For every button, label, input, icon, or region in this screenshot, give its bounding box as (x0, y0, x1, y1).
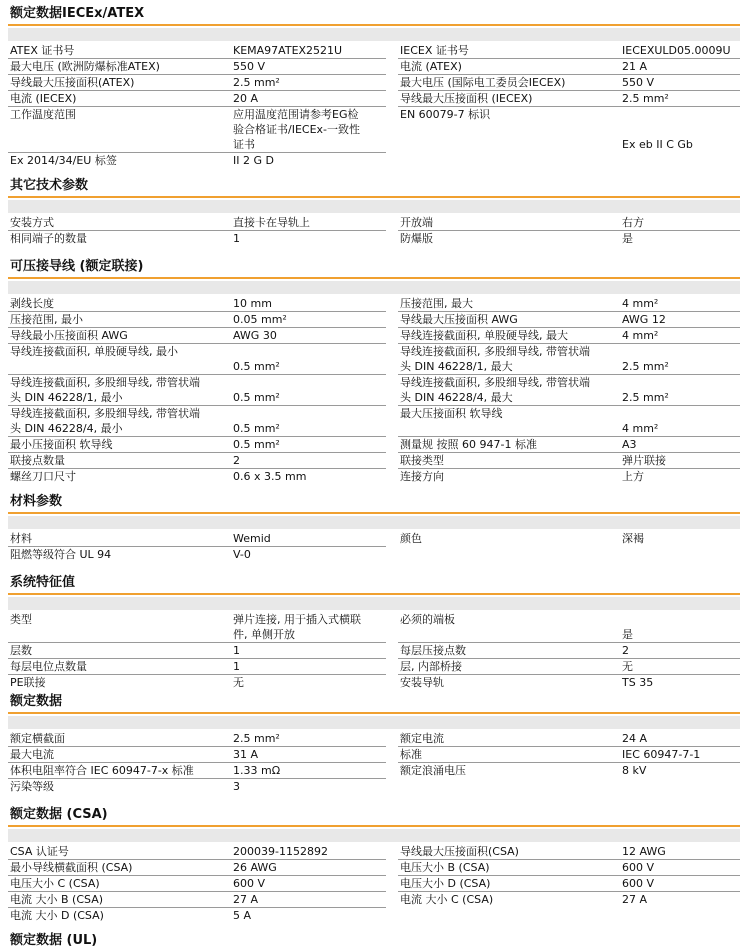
spec-value: 2 (622, 644, 629, 657)
spec-label: 标准 (400, 748, 422, 761)
spec-label: 最小导线横截面积 (CSA) (10, 861, 133, 874)
spec-value: 5 A (233, 909, 252, 922)
spec-value: 12 AWG (622, 845, 666, 858)
spec-value: Ex eb II C Gb (622, 138, 693, 151)
section-divider (8, 825, 740, 827)
spec-label: 电流 大小 D (CSA) (10, 909, 104, 922)
spec-label: PE联接 (10, 676, 46, 689)
spec-value: 1 (233, 660, 240, 673)
spec-value: 0.5 mm² (233, 422, 280, 435)
spec-value: 0.5 mm² (233, 360, 280, 373)
spec-label: ATEX 证书号 (10, 44, 75, 57)
spec-value: 4 mm² (622, 422, 659, 435)
spec-value: 2.5 mm² (622, 391, 669, 404)
section-divider (8, 24, 740, 26)
spec-value: 弹片连接, 用于插入式横联 件, 单侧开放 (233, 613, 361, 641)
spec-label: 安装方式 (10, 216, 54, 229)
spec-value: AWG 30 (233, 329, 277, 342)
section-title: 额定数据IECEx/ATEX (10, 6, 145, 21)
spec-label: EN 60079-7 标识 (400, 108, 491, 121)
spec-value: 10 mm (233, 297, 272, 310)
spec-label: Ex 2014/34/EU 标签 (10, 154, 117, 167)
section-header-band (8, 597, 740, 610)
spec-label: 层数 (10, 644, 32, 657)
spec-label: 最小压接面积 软导线 (10, 438, 113, 451)
spec-label: 额定浪涌电压 (400, 764, 466, 777)
spec-value: 弹片联接 (622, 454, 666, 467)
spec-value: 31 A (233, 748, 259, 761)
spec-label: 压接范围, 最小 (10, 313, 83, 326)
spec-label: 导线连接截面积, 多股细导线, 带管状端 头 DIN 46228/4, 最大 (400, 376, 590, 404)
spec-value: 4 mm² (622, 329, 659, 342)
spec-value: 21 A (622, 60, 648, 73)
spec-label: 最大电压 (欧洲防爆标准ATEX) (10, 60, 160, 73)
spec-value: A3 (622, 438, 637, 451)
spec-value: 是 (622, 628, 633, 641)
spec-value: II 2 G D (233, 154, 274, 167)
spec-value: 600 V (622, 877, 655, 890)
spec-value: 3 (233, 780, 240, 793)
spec-label: 必须的端板 (400, 613, 455, 626)
spec-label: 安装导轨 (400, 676, 444, 689)
section-title: 额定数据 (10, 694, 63, 709)
spec-label: 工作温度范围 (10, 108, 76, 121)
section-header-band (8, 716, 740, 729)
section-title: 其它技术参数 (10, 178, 89, 193)
spec-label: 导线最大压接面积(CSA) (400, 845, 519, 858)
section-header-band (8, 281, 740, 294)
section-header-band (8, 829, 740, 842)
spec-label: 电压大小 B (CSA) (400, 861, 490, 874)
spec-value: 1 (233, 644, 240, 657)
spec-value: 20 A (233, 92, 259, 105)
spec-label: 剥线长度 (10, 297, 54, 310)
section-title: 材料参数 (10, 494, 63, 509)
spec-value: 24 A (622, 732, 648, 745)
spec-label: 开放端 (400, 216, 433, 229)
spec-label: 最大电流 (10, 748, 54, 761)
spec-value: 26 AWG (233, 861, 277, 874)
section-divider (8, 712, 740, 714)
spec-label: 联接点数量 (10, 454, 65, 467)
spec-value: 上方 (622, 470, 644, 483)
spec-label: 电流 (ATEX) (400, 60, 462, 73)
spec-value: 直接卡在导轨上 (233, 216, 310, 229)
spec-label: IECEX 证书号 (400, 44, 469, 57)
spec-label: 阻燃等级符合 UL 94 (10, 548, 112, 561)
spec-value: 0.5 mm² (233, 438, 280, 451)
section-title: 系统特征值 (10, 575, 76, 590)
spec-label: 类型 (10, 613, 32, 626)
section-title: 额定数据 (CSA) (10, 807, 108, 822)
spec-value: 1 (233, 232, 240, 245)
spec-value: 8 kV (622, 764, 647, 777)
spec-value: IECEXULD05.0009U (622, 44, 731, 57)
spec-label: 颜色 (400, 532, 422, 545)
spec-value: 0.05 mm² (233, 313, 287, 326)
spec-value: 27 A (622, 893, 648, 906)
spec-label: 螺丝刀口尺寸 (10, 470, 76, 483)
spec-label: 电流 (IECEX) (10, 92, 77, 105)
section-divider (8, 593, 740, 595)
spec-value: Wemid (233, 532, 271, 545)
spec-value: 200039-1152892 (233, 845, 328, 858)
spec-value: 2.5 mm² (233, 732, 280, 745)
spec-value: KEMA97ATEX2521U (233, 44, 343, 57)
spec-value: 深褐 (622, 532, 644, 545)
spec-label: 导线连接截面积, 多股细导线, 带管状端 头 DIN 46228/1, 最大 (400, 345, 590, 373)
spec-value: TS 35 (622, 676, 654, 689)
spec-label: 导线最大压接面积 AWG (400, 313, 518, 326)
spec-label: 导线最大压接面积 (IECEX) (400, 92, 533, 105)
spec-label: 最大电压 (国际电工委员会IECEX) (400, 76, 566, 89)
spec-value: 无 (622, 660, 633, 673)
spec-value: 2.5 mm² (622, 360, 669, 373)
spec-value: 550 V (622, 76, 655, 89)
spec-label: 电流 大小 C (CSA) (400, 893, 494, 906)
spec-label: 额定电流 (400, 732, 444, 745)
spec-label: 测量规 按照 60 947-1 标准 (400, 438, 537, 451)
section-divider (8, 512, 740, 514)
section-title: 可压接导线 (额定联接) (10, 259, 144, 274)
spec-value: 0.6 x 3.5 mm (233, 470, 307, 483)
spec-value: 无 (233, 676, 244, 689)
spec-label: 联接类型 (400, 454, 444, 467)
spec-value: IEC 60947-7-1 (622, 748, 701, 761)
spec-value: 2.5 mm² (622, 92, 669, 105)
section-divider (8, 196, 740, 198)
spec-value: 右方 (622, 216, 644, 229)
spec-value: 2 (233, 454, 240, 467)
spec-label: 污染等级 (10, 780, 54, 793)
spec-value: 600 V (622, 861, 655, 874)
section-header-band (8, 516, 740, 529)
spec-label: CSA 认证号 (10, 845, 69, 858)
spec-label: 电流 大小 B (CSA) (10, 893, 104, 906)
spec-label: 连接方向 (400, 470, 444, 483)
spec-label: 每层压接点数 (400, 644, 466, 657)
spec-value: 应用温度范围请参考EG检 验合格证书/IECEx-一致性 证书 (233, 108, 361, 151)
spec-value: 1.33 mΩ (233, 764, 281, 777)
spec-value: V-0 (233, 548, 251, 561)
spec-value: 27 A (233, 893, 259, 906)
spec-label: 相同端子的数量 (10, 232, 87, 245)
spec-label: 层, 内部桥接 (400, 660, 462, 673)
spec-value: 是 (622, 232, 633, 245)
spec-label: 导线连接截面积, 多股细导线, 带管状端 头 DIN 46228/1, 最小 (10, 376, 200, 404)
spec-label: 体积电阻率符合 IEC 60947-7-x 标准 (10, 764, 194, 777)
spec-label: 电压大小 D (CSA) (400, 877, 491, 890)
spec-label: 防爆版 (400, 232, 433, 245)
spec-label: 导线最小压接面积 AWG (10, 329, 128, 342)
spec-value: AWG 12 (622, 313, 666, 326)
spec-label: 导线连接截面积, 单股硬导线, 最小 (10, 345, 178, 358)
section-divider (8, 277, 740, 279)
spec-label: 额定横截面 (10, 732, 65, 745)
section-header-band (8, 200, 740, 213)
spec-label: 最大压接面积 软导线 (400, 407, 503, 420)
spec-value: 600 V (233, 877, 266, 890)
spec-label: 材料 (10, 532, 32, 545)
section-title: 额定数据 (UL) (10, 933, 98, 948)
spec-value: 4 mm² (622, 297, 659, 310)
spec-label: 压接范围, 最大 (400, 297, 473, 310)
section-header-band (8, 28, 740, 41)
spec-label: 每层电位点数量 (10, 660, 87, 673)
spec-label: 导线连接截面积, 多股细导线, 带管状端 头 DIN 46228/4, 最小 (10, 407, 200, 435)
spec-label: 导线最大压接面积(ATEX) (10, 76, 135, 89)
spec-value: 550 V (233, 60, 266, 73)
spec-label: 导线连接截面积, 单股硬导线, 最大 (400, 329, 568, 342)
spec-value: 2.5 mm² (233, 76, 280, 89)
spec-value: 0.5 mm² (233, 391, 280, 404)
spec-label: 电压大小 C (CSA) (10, 877, 100, 890)
